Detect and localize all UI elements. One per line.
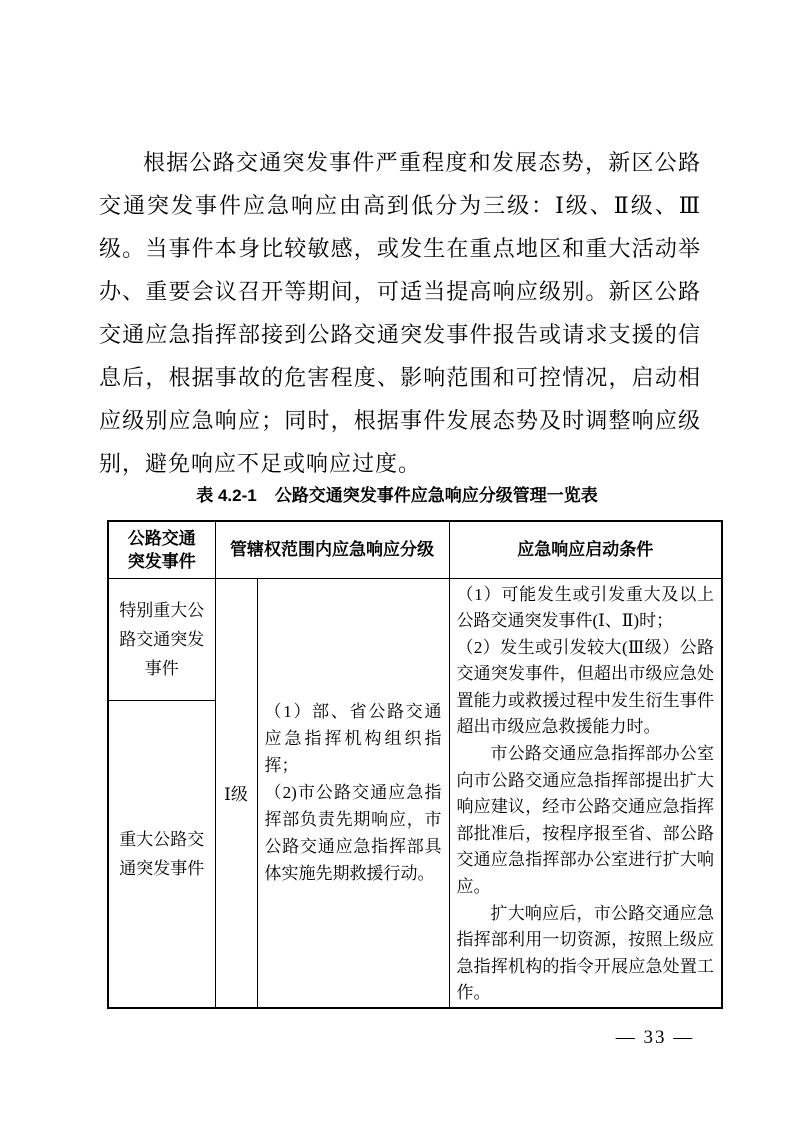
table-caption-title: 公路交通突发事件应急响应分级管理一览表 xyxy=(274,486,598,505)
cell-response-level: Ⅰ级 xyxy=(215,578,257,1008)
table-header-row xyxy=(108,521,722,578)
table-row-extraordinary xyxy=(108,578,722,700)
header-jurisdiction-level: 管辖权范围内应急响应分级 xyxy=(215,521,449,578)
header-event-type-line2: 突发事件 xyxy=(127,551,196,571)
cell-command-structure xyxy=(257,578,449,1008)
condition-item-2: （2）发生或引发较大(Ⅲ级）公路交通突发事件，但超出市级应急处置能力或救援过程中发生衍生事件超出市级应急救援能力时。 xyxy=(456,637,714,737)
command-item-1: （1）部、省公路交通应急指挥机构组织指挥； xyxy=(264,702,442,776)
condition-paragraph-3: 市公路交通应急指挥部办公室向市公路交通应急指挥部提出扩大响应建议，经市公路交通应急指挥部批准后，按程序报至省、部公路交通应急指挥部办公室进行扩大响应。 xyxy=(456,744,714,897)
table-caption xyxy=(0,484,794,508)
table-caption-number: 表 4.2-1 xyxy=(196,486,257,505)
command-item-2: （2)市公路交通应急指挥部负责先期响应，市公路交通应急指挥部具体实施先期救援行动。 xyxy=(264,783,442,884)
body-paragraph: 根据公路交通突发事件严重程度和发展态势，新区公路交通突发事件应急响应由高到低分为三级：Ⅰ级、Ⅱ级、Ⅲ级。当事件本身比较敏感，或发生在重点地区和重大活动举办、重要会议召开等期间，可适当提高响应级别。新区公路交通应急指挥部接到公路交通突发事件报告或请求支援的信息后，根据事故的危害程度、影响范围和可控情况，启动相应级别应急响应；同时，根据事件发展态势及时调整响应级别，避免响应不足或响应过度。 xyxy=(99,150,701,476)
cell-start-conditions xyxy=(449,578,722,1008)
header-event-type xyxy=(108,521,215,578)
cell-event-extraordinary: 特别重大公路交通突发事件 xyxy=(108,578,215,700)
page-number: — 33 — xyxy=(615,1027,695,1048)
header-start-conditions: 应急响应启动条件 xyxy=(449,521,722,578)
condition-item-1: （1）可能发生或引发重大及以上公路交通突发事件(Ⅰ、Ⅱ)时； xyxy=(456,584,714,631)
condition-paragraph-4: 扩大响应后，市公路交通应急指挥部利用一切资源，按照上级应急指挥机构的指令开展应急处置工作。 xyxy=(456,903,714,1003)
header-event-type-line1: 公路交通 xyxy=(127,528,196,548)
cell-event-major: 重大公路交通突发事件 xyxy=(108,700,215,1008)
emergency-response-table xyxy=(107,520,723,1009)
